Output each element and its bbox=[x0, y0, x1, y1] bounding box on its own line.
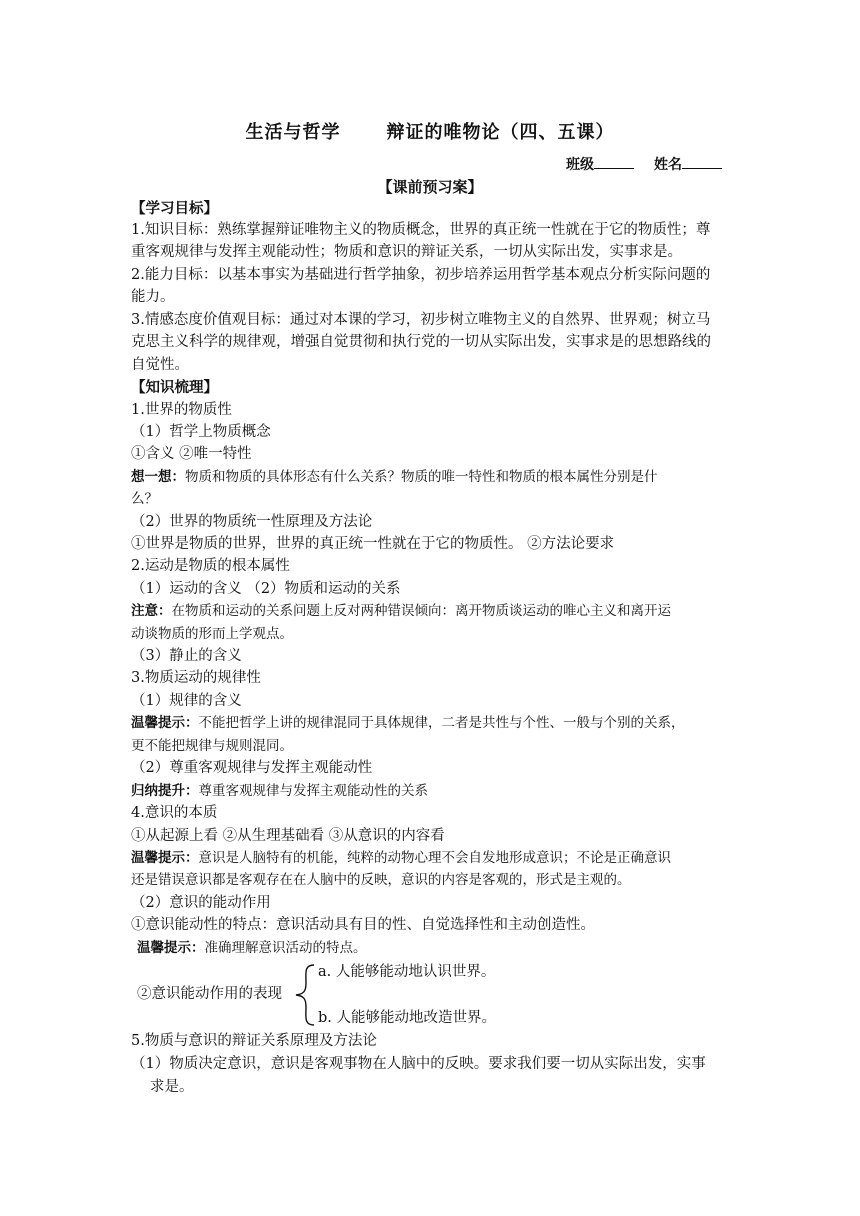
text-line: 1.世界的物质性 bbox=[131, 402, 232, 418]
text-line: 4.意识的本质 bbox=[131, 805, 218, 821]
text-line: 1.知识目标：熟练掌握辩证唯物主义的物质概念，世界的真正统一性就在于它的物质性；尊 bbox=[131, 222, 711, 238]
class-label: 班级 bbox=[566, 157, 594, 173]
brace-item-b: b. 人能够能动地改造世界。 bbox=[318, 1010, 496, 1026]
page-title bbox=[0, 118, 860, 144]
text-line: ①世界是物质的世界，世界的真正统一性就在于它的物质性。 ②方法论要求 bbox=[131, 536, 615, 552]
text-line: （1）物质决定意识，意识是客观事物在人脑中的反映。要求我们要一切从实际出发，实事 bbox=[131, 1056, 706, 1072]
summary-line: 归纳提升：尊重客观规律与发挥主观能动性的关系 bbox=[131, 783, 428, 799]
text-line: （3）静止的含义 bbox=[131, 648, 242, 664]
class-blank bbox=[594, 154, 634, 169]
text-line: 还是错误意识都是客观存在在人脑中的反映，意识的内容是客观的，形式是主观的。 bbox=[131, 872, 631, 888]
section-heading: 【课前预习案】 bbox=[377, 178, 483, 196]
tip-line: 温馨提示：准确理解意识活动的特点。 bbox=[137, 940, 367, 956]
tip-label: 温馨提示： bbox=[131, 715, 199, 731]
text-line: 5.物质与意识的辩证关系原理及方法论 bbox=[131, 1033, 377, 1049]
note-label: 注意： bbox=[131, 603, 172, 619]
tip-line: 温馨提示：意识是人脑特有的机能，纯粹的动物心理不会自发地形成意识；不论是正确意识 bbox=[131, 850, 671, 866]
text-line: 2.运动是物质的根本属性 bbox=[131, 558, 290, 574]
text-line: （2）尊重客观规律与发挥主观能动性 bbox=[131, 760, 373, 776]
text-line: （2）世界的物质统一性原理及方法论 bbox=[131, 514, 373, 530]
text-line: （1）哲学上物质概念 bbox=[131, 424, 271, 440]
summary-label: 归纳提升： bbox=[131, 783, 199, 799]
think-label: 想一想： bbox=[131, 469, 185, 485]
text-line: ①从起源上看 ②从生理基础看 ③从意识的内容看 bbox=[131, 828, 445, 844]
brace-item-a: a. 人能够能动地认识世界。 bbox=[318, 964, 496, 980]
text-line: ①意识能动性的特点：意识活动具有目的性、自觉选择性和主动创造性。 bbox=[131, 917, 595, 933]
tip-label: 温馨提示： bbox=[137, 940, 205, 956]
heading-knowledge: 【知识梳理】 bbox=[131, 379, 218, 396]
name-blank bbox=[682, 154, 722, 169]
text-line: 2.能力目标：以基本事实为基础进行哲学抽象，初步培养运用哲学基本观点分析实际问题的 bbox=[131, 267, 711, 283]
think-line: 想一想：物质和物质的具体形态有什么关系？物质的唯一特性和物质的根本属性分别是什 bbox=[131, 469, 658, 485]
text-line: 能力。 bbox=[131, 289, 175, 305]
tip-line: 温馨提示：不能把哲学上讲的规律混同于具体规律，二者是共性与个性、一般与个别的关系， bbox=[131, 715, 685, 731]
text-line: 么？ bbox=[131, 491, 158, 507]
note-line: 注意：在物质和运动的关系问题上反对两种错误倾向：离开物质谈运动的唯心主义和离开运 bbox=[131, 603, 671, 619]
text-line: ①含义 ②唯一特性 bbox=[131, 446, 252, 462]
text-line: 重客观规律与发挥主观能动性；物质和意识的辩证关系，一切从实际出发，实事求是。 bbox=[131, 244, 682, 260]
name-label: 姓名 bbox=[654, 157, 682, 173]
brace-label: ②意识能动作用的表现 bbox=[137, 986, 282, 1002]
curly-brace-icon bbox=[292, 963, 316, 1027]
tip-label: 温馨提示： bbox=[131, 850, 199, 866]
text-line: 自觉性。 bbox=[131, 357, 189, 373]
text-line: 求是。 bbox=[150, 1079, 194, 1095]
text-line: （1）规律的含义 bbox=[131, 693, 242, 709]
heading-objectives: 【学习目标】 bbox=[131, 200, 218, 217]
title-topic: 辩证的唯物论（四、五课） bbox=[386, 122, 615, 143]
text-line: 3.物质运动的规律性 bbox=[131, 670, 261, 686]
text-line: 更不能把规律与规则混同。 bbox=[131, 738, 293, 754]
text-line: （1）运动的含义 （2）物质和运动的关系 bbox=[131, 581, 401, 597]
title-subject: 生活与哲学 bbox=[245, 122, 341, 143]
text-line: 动谈物质的形而上学观点。 bbox=[131, 626, 293, 642]
text-line: 3.情感态度价值观目标：通过对本课的学习，初步树立唯物主义的自然界、世界观；树立马 bbox=[131, 312, 711, 328]
text-line: 克思主义科学的规律观，增强自觉贯彻和执行党的一切从实际出发，实事求是的思想路线的 bbox=[131, 334, 711, 350]
text-line: （2）意识的能动作用 bbox=[131, 895, 271, 911]
class-name-line bbox=[566, 154, 742, 174]
